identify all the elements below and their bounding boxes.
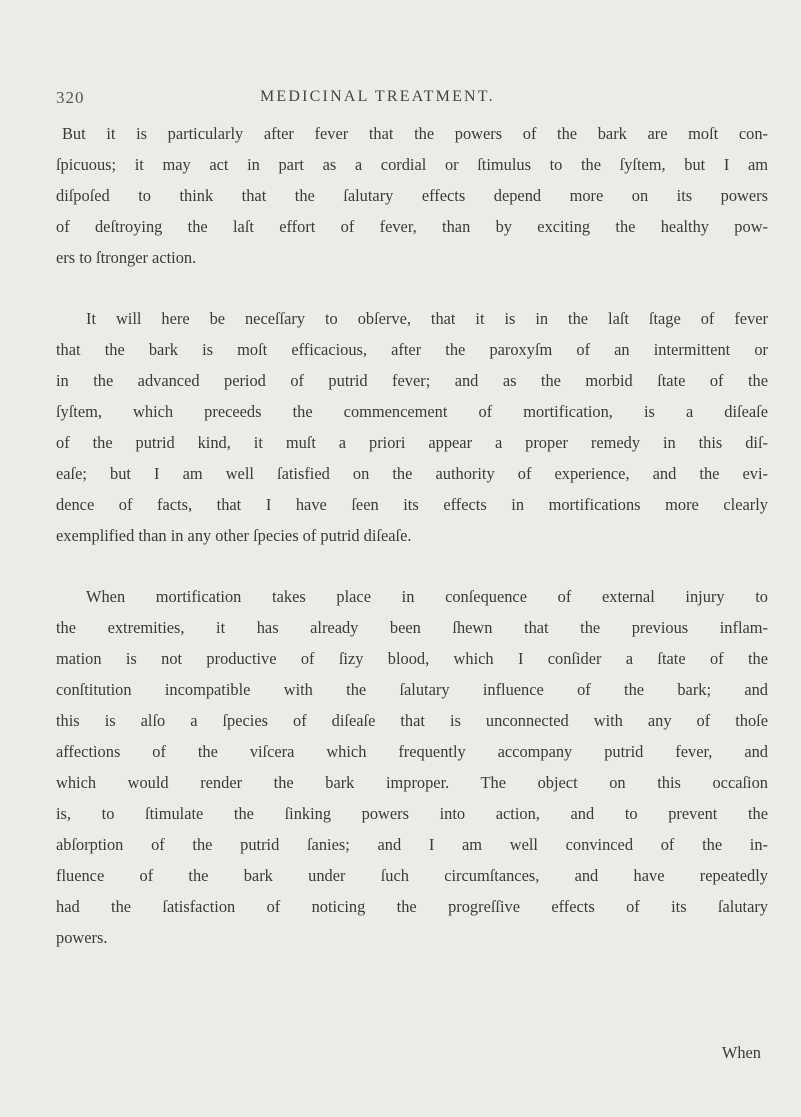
text-line: powers.: [56, 928, 108, 947]
catchword: When: [721, 1043, 761, 1062]
text-line: ers to ſtronger action.: [56, 248, 197, 267]
body-text: [56, 118, 768, 983]
text-line: But it is particularly after fever that the powers of the bark are moſt con-: [62, 124, 768, 143]
text-line: fluence of the bark under ſuch circumſtances, and have repeatedly: [56, 866, 768, 885]
text-line: ſyſtem, which preceeds the commencement of mortification, is a diſeaſe: [56, 402, 768, 421]
text-line: eaſe; but I am well ſatisfied on the authority of experience, and the evi-: [56, 464, 768, 483]
text-line: dence of facts, that I have ſeen its effects in mortifications more clearly: [56, 495, 768, 514]
text-line: in the advanced period of putrid fever; and as the morbid ſtate of the: [56, 371, 768, 390]
text-line: affections of the viſcera which frequently accompany putrid fever, and: [56, 742, 768, 761]
text-line: ſpicuous; it may act in part as a cordial or ſtimulus to the ſyſtem, but I am: [56, 155, 768, 174]
text-line: mation is not productive of ſizy blood, which I conſider a ſtate of the: [56, 649, 768, 668]
paragraph-3: [56, 581, 768, 953]
text-line: of deſtroying the laſt effort of fever, than by exciting the healthy pow-: [56, 217, 768, 236]
text-line: When mortification takes place in conſequence of external injury to: [86, 587, 768, 606]
paragraph-2: [56, 303, 768, 551]
text-line: of the putrid kind, it muſt a priori appear a proper remedy in this diſ-: [56, 433, 768, 452]
text-line: had the ſatisfaction of noticing the progreſſive effects of its ſalutary: [56, 897, 768, 916]
text-line: that the bark is moſt efficacious, after the paroxyſm of an intermittent or: [56, 340, 768, 359]
text-line: exemplified than in any other ſpecies of putrid diſeaſe.: [56, 526, 412, 545]
text-line: It will here be neceſſary to obſerve, that it is in the laſt ſtage of fever: [86, 309, 768, 328]
paragraph-1: [56, 118, 768, 273]
page-number: 320: [56, 88, 85, 107]
text-line: which would render the bark improper. The object on this occaſion: [56, 773, 768, 792]
text-line: conſtitution incompatible with the ſalutary influence of the bark; and: [56, 680, 768, 699]
text-line: abſorption of the putrid ſanies; and I am well convinced of the in-: [56, 835, 768, 854]
text-line: is, to ſtimulate the ſinking powers into action, and to prevent the: [56, 804, 768, 823]
text-line: diſpoſed to think that the ſalutary effects depend more on its powers: [56, 186, 768, 205]
text-line: the extremities, it has already been ſhewn that the previous inflam-: [56, 618, 768, 637]
running-head: [56, 88, 756, 112]
text-line: this is alſo a ſpecies of diſeaſe that is unconnected with any of thoſe: [56, 711, 768, 730]
running-title: MEDICINAL TREATMENT.: [260, 88, 495, 105]
